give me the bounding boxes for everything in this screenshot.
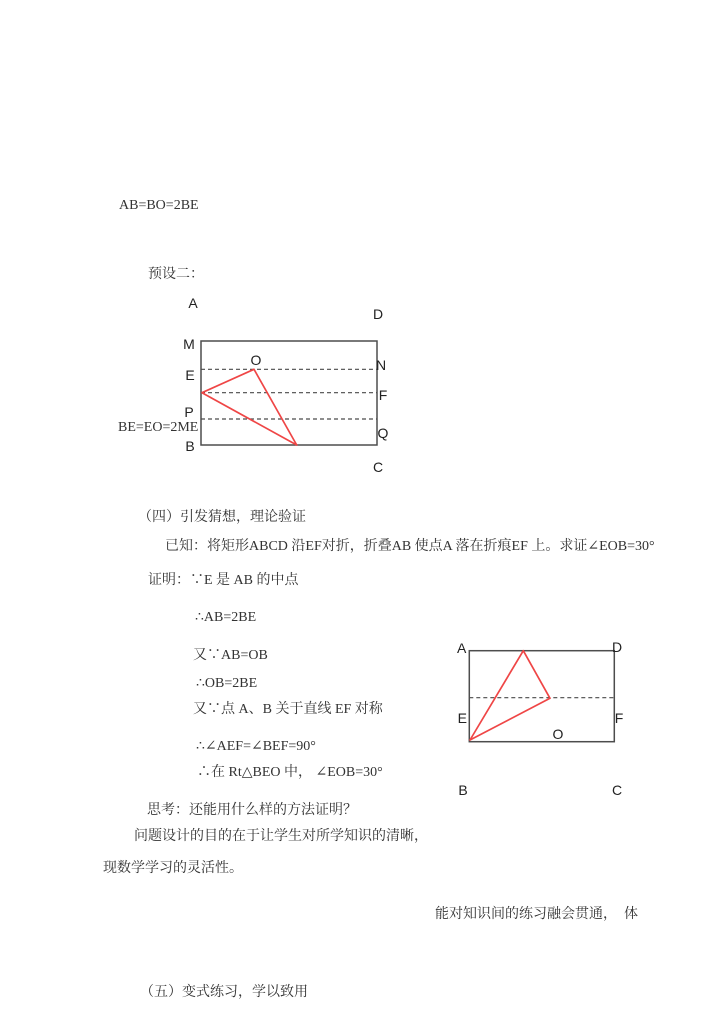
d2-label-O: O (552, 726, 564, 742)
d2-label-B: B (458, 782, 468, 798)
d1-label-E: E (185, 367, 195, 383)
d2-label-D: D (611, 639, 623, 655)
d1-label-M: M (183, 336, 195, 352)
d1-label-P: P (184, 404, 194, 420)
proof-step-4: 又∵点 A、B 关于直线 EF 对称 (193, 702, 383, 717)
formula-ab-bo-2be: AB=BO=2BE (119, 198, 199, 213)
section-four-heading: （四）引发猜想，理论验证 (138, 510, 306, 525)
formula-be-eo-2me: BE=EO=2ME (118, 420, 199, 435)
proof-step-6: ∴在 Rt△BEO 中， ∠EOB=30° (197, 765, 383, 780)
d1-label-O: O (250, 352, 262, 368)
proof-step-1: ∴AB=2BE (195, 610, 257, 625)
proof-step-3: ∴OB=2BE (196, 676, 258, 691)
preset-two-heading: 预设二： (148, 267, 204, 282)
d1-label-F: F (378, 387, 388, 403)
proof-lead: 证明：∵E 是 AB 的中点 (148, 573, 299, 588)
d1-label-B: B (185, 438, 195, 454)
d2-label-E: E (457, 710, 467, 726)
section-five-heading: （五）变式练习，学以致用 (140, 985, 308, 1000)
d2-label-F: F (614, 710, 624, 726)
proof-step-2: 又∵AB=OB (193, 648, 268, 663)
d1-label-C: C (372, 459, 384, 475)
purpose-line-2: 现数学学习的灵活性。 (103, 861, 243, 876)
think-question: 思考：还能用什么样的方法证明？ (147, 803, 357, 818)
diagram-folded-rectangle-1 (90, 293, 400, 478)
red-fold-triangle (470, 651, 550, 740)
red-fold-triangle (202, 369, 297, 445)
given-statement: 已知：将矩形ABCD 沿EF对折，折叠AB 使点A 落在折痕EF 上。求证∠EOB=30° (165, 539, 655, 554)
d2-label-C: C (611, 782, 623, 798)
rectangle-outline (469, 651, 614, 742)
d2-label-A: A (457, 640, 467, 656)
diagram-folded-rectangle-2 (450, 635, 640, 805)
d1-label-N: N (375, 357, 387, 373)
d1-label-Q: Q (377, 425, 389, 441)
proof-step-5: ∴∠AEF=∠BEF=90° (196, 739, 316, 754)
d1-label-A: A (188, 295, 198, 311)
right-note: 能对知识间的练习融会贯通， 体 (435, 907, 638, 922)
d1-label-D: D (372, 306, 384, 322)
purpose-line-1: 问题设计的目的在于让学生对所学知识的清晰， (134, 829, 428, 844)
